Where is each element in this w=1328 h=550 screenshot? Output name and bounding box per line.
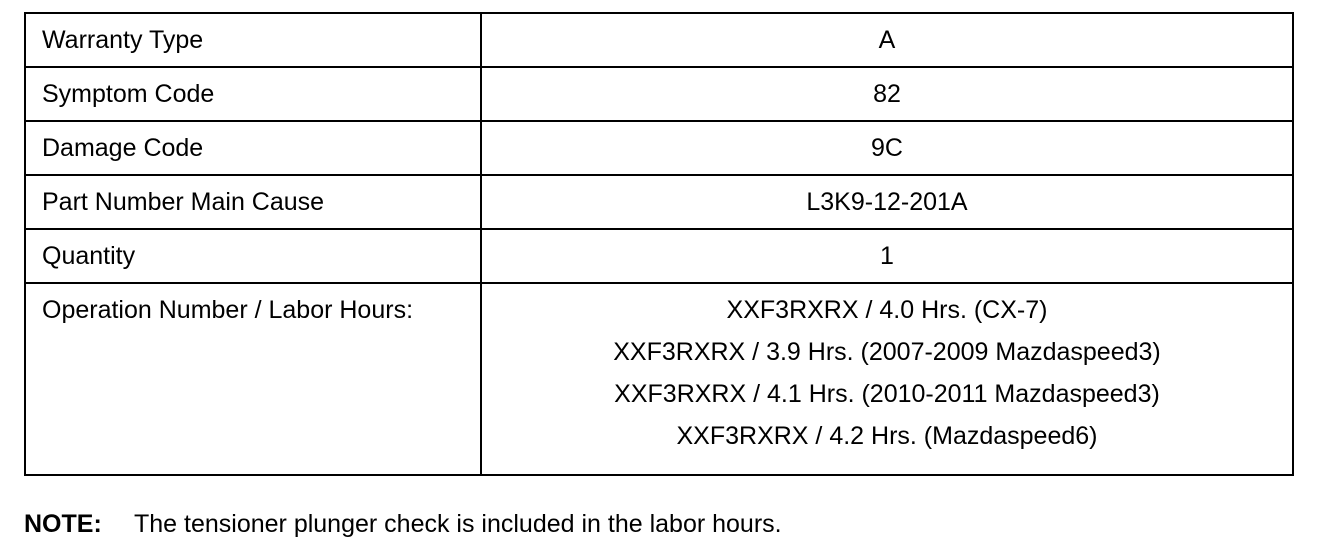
damage-code-label: Damage Code: [25, 121, 481, 175]
table-row: [25, 283, 1293, 475]
table-row: [25, 229, 1293, 283]
note-text: The tensioner plunger check is included in the labor hours.: [134, 510, 782, 538]
note: [24, 512, 782, 537]
damage-code-value: 9C: [481, 121, 1293, 175]
operation-number-label: Operation Number / Labor Hours:: [25, 283, 481, 475]
part-number-label: Part Number Main Cause: [25, 175, 481, 229]
part-number-value: L3K9-12-201A: [481, 175, 1293, 229]
symptom-code-value: 82: [481, 67, 1293, 121]
operation-line: XXF3RXRX / 4.2 Hrs. (Mazdaspeed6): [676, 422, 1098, 450]
warranty-table: [24, 12, 1294, 476]
warranty-type-value: A: [481, 13, 1293, 67]
warranty-type-label: Warranty Type: [25, 13, 481, 67]
operation-line: XXF3RXRX / 4.1 Hrs. (2010-2011 Mazdaspeed3): [614, 380, 1160, 408]
symptom-code-label: Symptom Code: [25, 67, 481, 121]
quantity-label: Quantity: [25, 229, 481, 283]
table-row: [25, 175, 1293, 229]
table-row: [25, 121, 1293, 175]
table-row: [25, 67, 1293, 121]
operation-number-values: [481, 283, 1293, 475]
note-label: NOTE:: [24, 510, 102, 538]
quantity-value: 1: [481, 229, 1293, 283]
operation-line: XXF3RXRX / 3.9 Hrs. (2007-2009 Mazdaspeed3): [613, 338, 1161, 366]
operation-line: XXF3RXRX / 4.0 Hrs. (CX-7): [726, 296, 1048, 324]
table-row: [25, 13, 1293, 67]
